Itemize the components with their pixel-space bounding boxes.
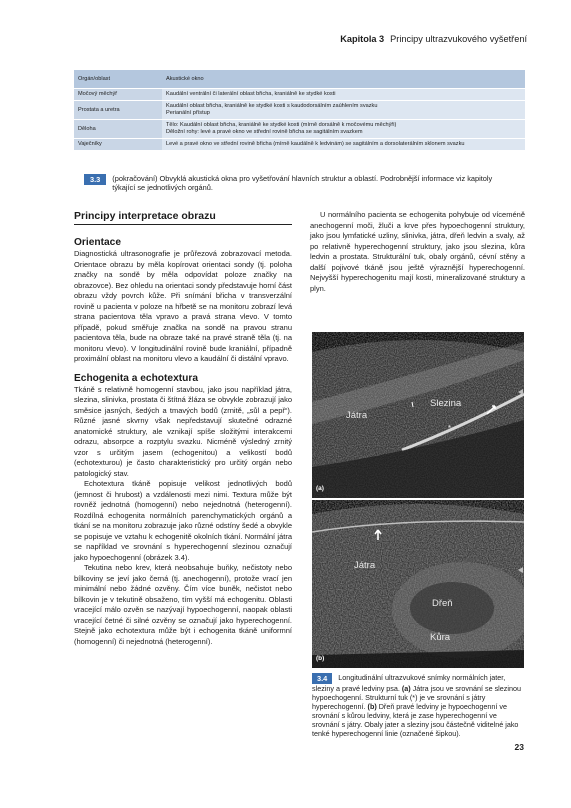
table-caption-text: (pokračování) Obvyklá akustická okna pro vyšetřování hlavních struktur a oblastí. Podrobnější informace viz kapitoly týkající se jednotlivých orgánů.	[112, 174, 493, 192]
ultrasound-scan-b	[312, 500, 524, 668]
label-dren: Dřeň	[432, 598, 453, 609]
ultrasound-image-b	[312, 500, 524, 668]
label-jatra-b: Játra	[354, 560, 376, 571]
running-header	[340, 34, 527, 44]
table-cell-organ: Vaječníky	[74, 139, 162, 151]
page-number: 23	[514, 742, 524, 752]
chapter-title: Principy ultrazvukového vyšetření	[390, 34, 527, 44]
table-row	[74, 120, 525, 139]
image-tag-a: (a)	[316, 485, 324, 492]
right-column	[310, 210, 525, 294]
figure-caption-text-3: Dřeň pravé ledviny je hypoechogenní ve srovnání s kůrou ledviny, která je zase hyperechogenní ve srovnání s játry. Obaly jater a sleziny jsou částečně viditelné jako tenké hyperechogenní linie (označené šipkou).	[312, 702, 519, 738]
table-cell-window: Levé a pravé okno ve střední rovině břicha (mírně kaudálně k ledvinám) se sagitálním a dorsolaterálním sklonem svazku	[162, 139, 525, 151]
ultrasound-image-a	[312, 332, 524, 498]
page-header	[0, 0, 571, 62]
ultrasound-scan-a	[312, 332, 524, 498]
label-slezina: Slezina	[430, 398, 462, 409]
table-header-row	[74, 70, 525, 89]
paragraph-echogenita-3: Tekutina nebo krev, která neobsahuje buňky, nečistoty nebo bílkoviny se jeví jako černá (tj. anechogenní), protože vrací jen minimální nebo žádné ozvěny. Čím více buněk, nečistot nebo bílkovin je v tekutině obsaženo, tím vyšší má echogenitu. Oblasti vracející málo ozvěn se nazývají hypoechogenní, naopak oblasti vracející četné či silné ozvěny se označují jako hyperechogenní. Stejně jako echotextura může být i echogenita tkáně uniformní (homogenní) či nejednotná (heterogenní).	[74, 563, 292, 646]
table-cell-window	[162, 101, 525, 120]
table-cell-window	[162, 120, 525, 139]
table-cell-line: Kaudální oblast břicha, kraniálně ke stydké kosti s kaudodorsálním zaúhlením svazku	[166, 103, 378, 109]
table-row	[74, 101, 525, 120]
table-cell-organ: Močový měchýř	[74, 89, 162, 101]
table-row	[74, 139, 525, 151]
table-caption	[84, 174, 524, 192]
table-cell-line: Děložní rohy: levé a pravé okno ve střední rovině břicha se sagitálním svazkem	[166, 129, 363, 135]
table-cell-organ: Prostata a uretra	[74, 101, 162, 120]
figure-caption-ref-b: (b)	[367, 702, 377, 711]
image-tag-b: (b)	[316, 655, 325, 662]
table-cell-window: Kaudální ventrální či laterální oblast břicha, kraniálně ke stydké kosti	[162, 89, 525, 101]
table-row	[74, 89, 525, 101]
spacer	[74, 365, 292, 373]
table-header-organ: Orgán/oblast	[74, 70, 162, 89]
figure-caption-badge: 3.4	[312, 673, 332, 684]
acoustic-window-table	[74, 70, 525, 151]
table-caption-badge: 3.3	[84, 174, 106, 185]
paragraph-echogenita-2: Echotextura tkáně popisuje velikost jednotlivých bodů (jemnost či hrubost) a vzdálenosti mezi nimi. Textura může být rovněž jednotná (homogenní) nebo nejednotná (heterogenní). Rozdílná echogenita normálních parenchymatických orgánů a tkání se na monitoru zobrazuje jako různé odstíny šedé a obvykle se popisuje ve vztahu k echogenitě okolních tkání. Normální játra se například ve srovnání s hyperechogenní slezinou označují jako hypoechogenní (obrázek 3.4).	[74, 479, 292, 562]
table-cell-organ: Děloha	[74, 120, 162, 139]
figure-caption	[312, 673, 524, 738]
label-kura: Kůra	[430, 632, 451, 643]
paragraph-echogenita-1: Tkáně s relativně homogenní stavbou, jako jsou například játra, slezina, slinivka, prostata či štítná žláza se obvykle zobrazují jako směsice jasných, šedých a tmavých bodů (zrnitě, „sůl a pepř“). Různé jasné skvrny však nepředstavují skutečné odrazné anatomické struktury, ale vznikají spíše složitými interakcemi odrazu, absorpce a rozptylu svazku. Nicméně výsledný zrnitý vzor s určitým jasem (echogenitou) a velikostí bodů (echotexturou) je často charakteristický pro určitý orgán nebo patologický stav.	[74, 384, 292, 478]
heading-echogenita: Echogenita a echotextura	[74, 372, 198, 384]
paragraph-orientace: Diagnostická ultrasonografie je průřezová zobrazovací metoda. Orientace obrazu by měla kopírovat orientaci sondy (tj. poloha značky na sondě by měla odpovídat poloze značky na obrazovce). Bez ohledu na orientaci sondy představuje horní část obrazu vždy povrch kůže. Při snímání břicha v transverzální rovině u pacienta v poloze na hřbetě se na monitoru zobrazí levá strana pacientova těla vpravo a pravá strana vlevo. V tomto případě, pokud směřuje značka na sondě na pravou stranu pacientova těla, bude na obraze také na pravé straně těla (tj. na monitoru vlevo). V longitudinální rovině bude kraniální, případně proximální oblast na monitoru vlevo a kaudální či distální vpravo.	[74, 249, 292, 363]
table-header-window: Akustické okno	[162, 70, 525, 89]
paragraph-right-top: U normálního pacienta se echogenita pohybuje od víceméně anechogenní moči, žluči a krve přes hypoechogenní struktury, jako jsou lymfatické uzliny, slinivka, játra, dřeň ledvin a svaly, až po relativně hyperechogenní struktury, jako jsou slezina, kůra ledvin a prostata. Strukturální tuk, obaly orgánů, cévní stěny a další pojivové tkáně jsou ještě výraznější hyperechogenní. Nejvyšší hyperechogenitu mají kosti, mineralizované struktury a plyn.	[310, 210, 525, 293]
label-jatra: Játra	[346, 410, 368, 421]
heading-orientace: Orientace	[74, 237, 121, 248]
section-title: Principy interpretace obrazu	[74, 210, 292, 225]
figure-caption-ref-a: (a)	[401, 684, 411, 693]
label-star: *	[448, 424, 452, 433]
left-column	[74, 210, 292, 647]
figure-caption-text-2: Játra jsou ve srovnání se slezinou hypoechogenní. Strukturní tuk (*) je ve srovnání s játry hyperechogenní.	[312, 684, 521, 711]
chapter-number: Kapitola 3	[340, 34, 385, 44]
figure-caption-text-1: Longitudinální ultrazvukové snímky normálních jater, sleziny a pravé ledviny psa.	[312, 673, 506, 693]
table-cell-line: Tělo: Kaudální oblast břicha, kraniálně ke stydké kosti (mírně dorsálně k močovému měchýři)	[166, 122, 397, 128]
table-cell-line: Perianální přístup	[166, 110, 210, 116]
